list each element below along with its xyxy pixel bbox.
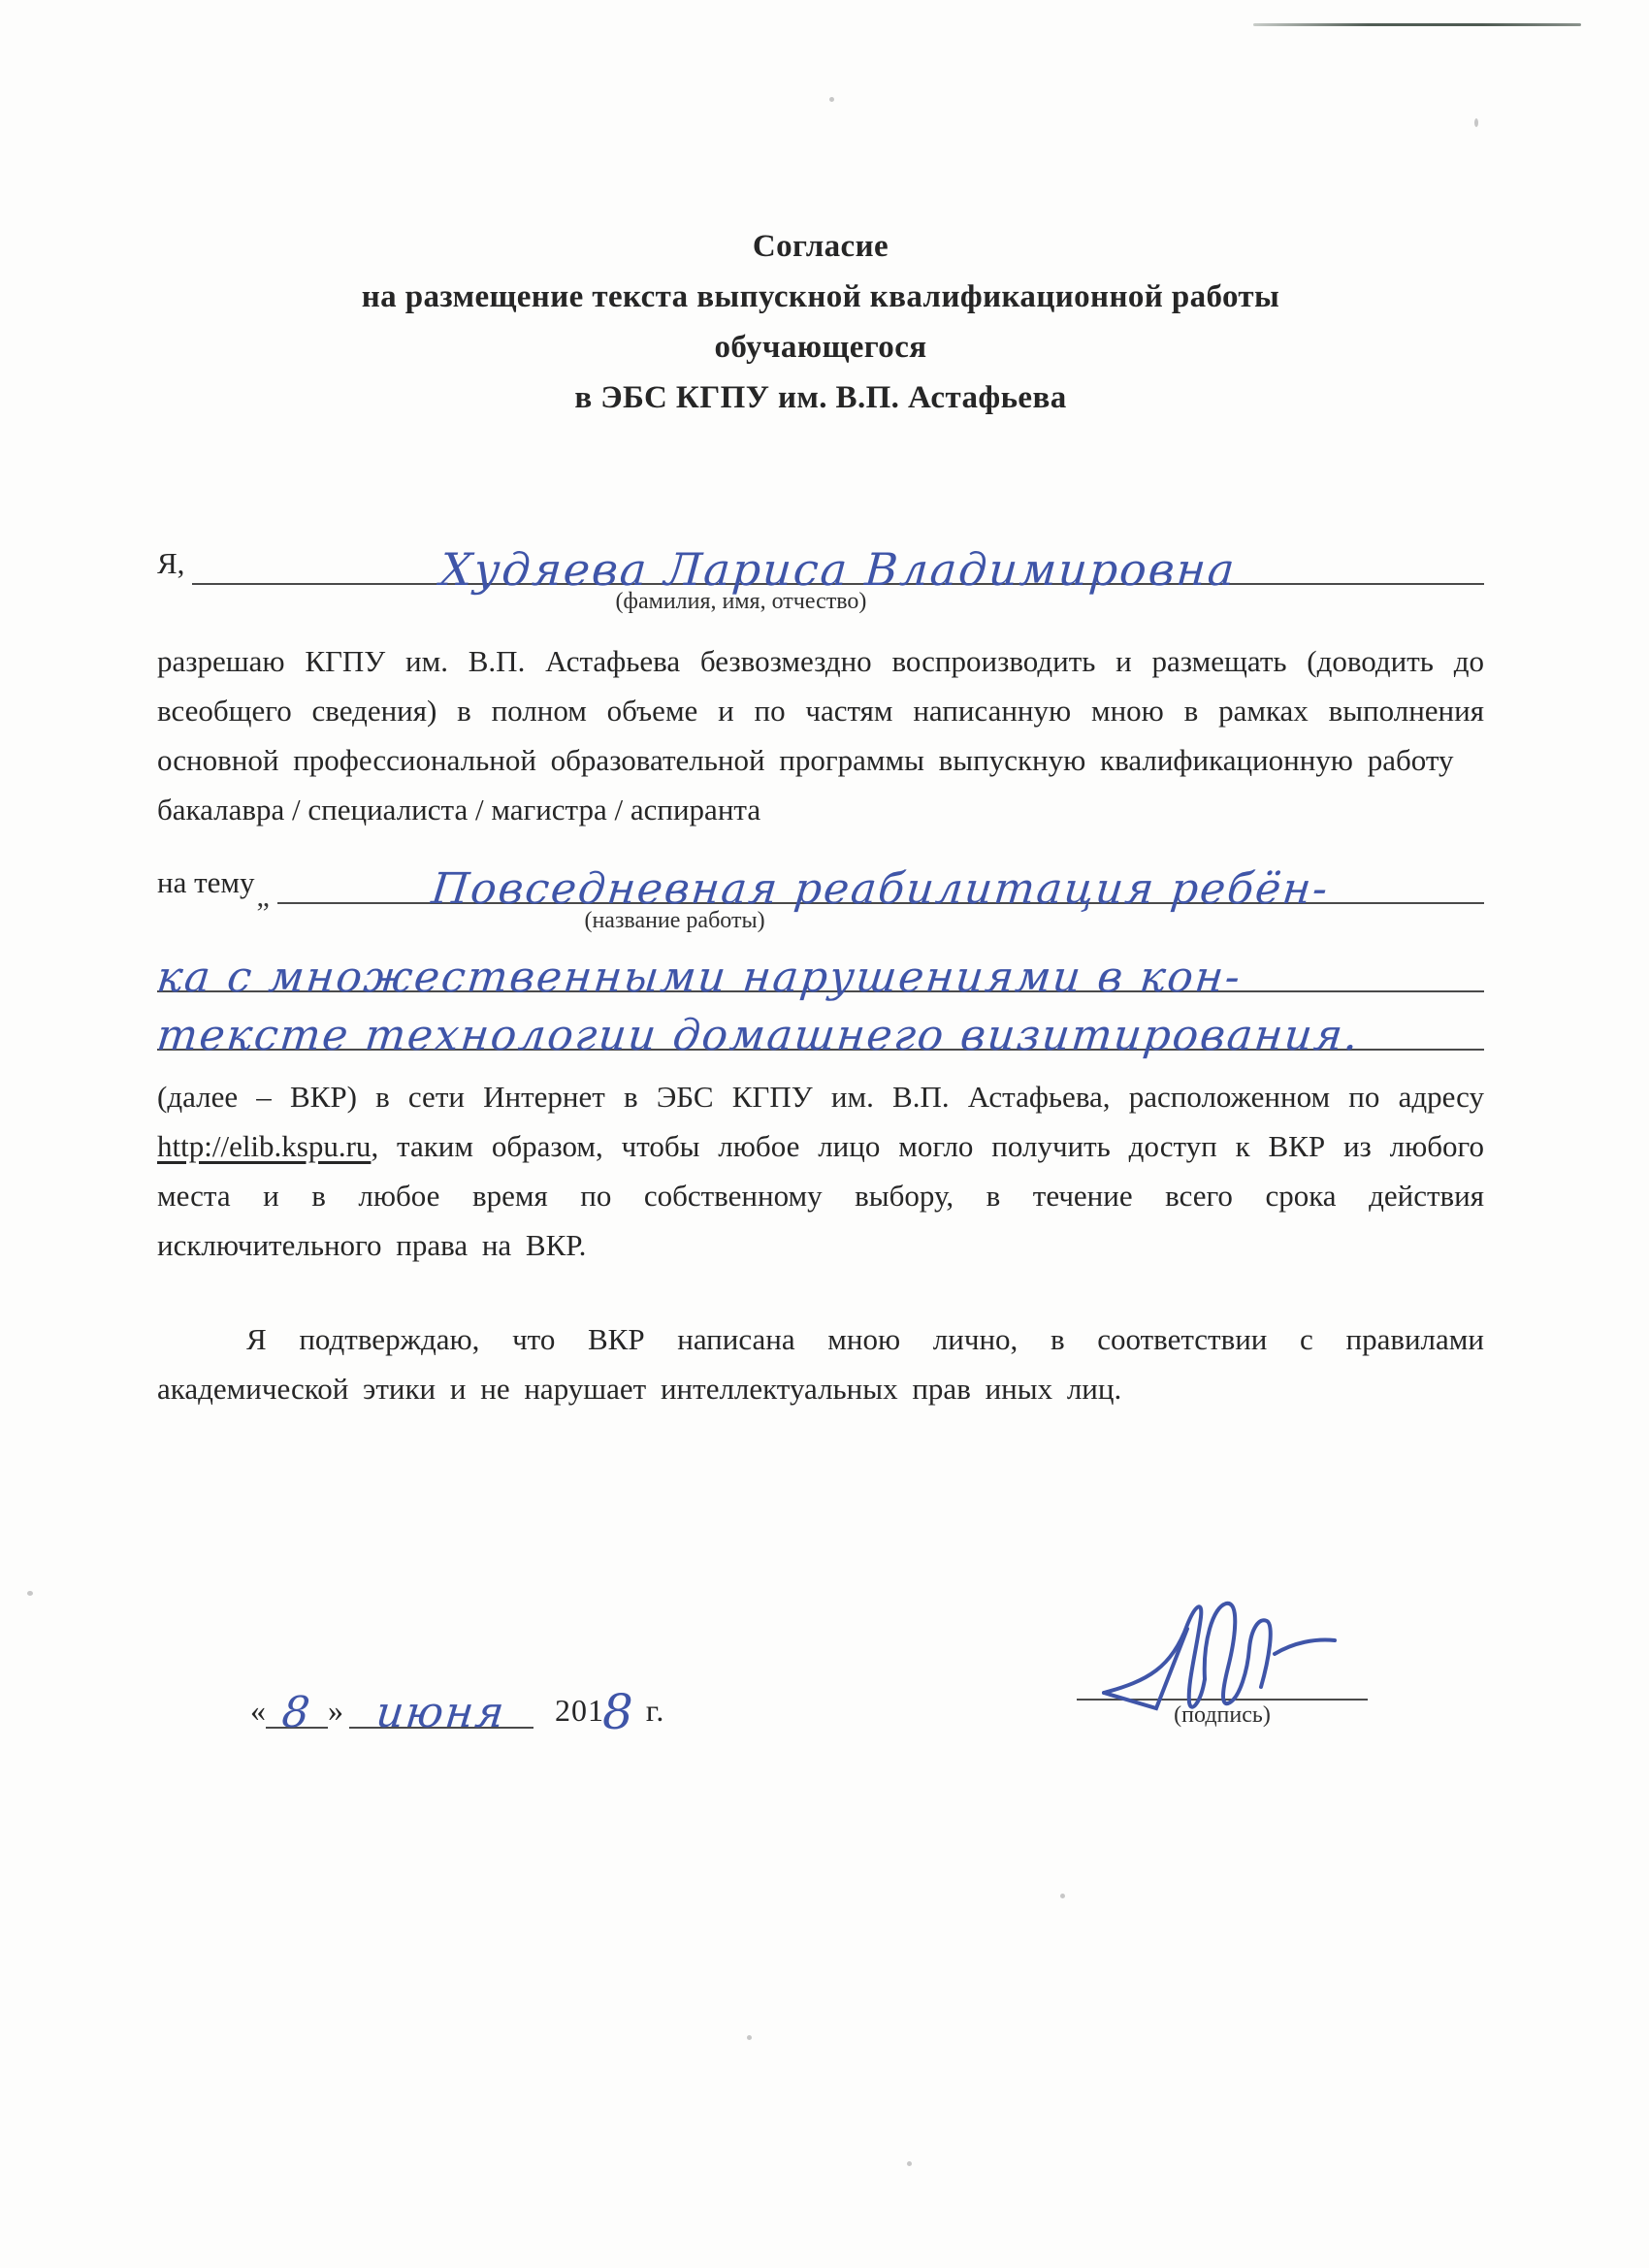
date-day-line	[266, 1684, 328, 1737]
handwritten-year-digit: 8	[602, 1684, 635, 1740]
name-field-row	[157, 537, 1484, 596]
topic-caption: (название работы)	[584, 908, 765, 933]
handwritten-topic-line-2: ка с множественными нарушениями в кон-	[154, 953, 1245, 1002]
date-month-line	[349, 1684, 534, 1737]
name-prefix-label: Я,	[157, 546, 185, 580]
date-open-quote: «	[250, 1693, 266, 1728]
title-line-3: обучающегося	[714, 330, 927, 365]
name-fill-line	[192, 537, 1484, 596]
date-close-quote: »	[328, 1693, 343, 1728]
year-printed-part: 201	[555, 1693, 604, 1728]
name-caption: (фамилия, имя, отчество)	[615, 589, 867, 614]
topic-fill-line-2	[154, 948, 1484, 1002]
title-line-4: в ЭБС КГПУ им. В.П. Астафьева	[574, 380, 1067, 415]
title-line-2: на размещение текста выпускной квалификационной работы	[361, 279, 1280, 314]
signature-caption: (подпись)	[1174, 1702, 1271, 1728]
vkr-paragraph	[157, 1072, 1484, 1270]
handwritten-topic-line-3: тексте технологии домашнего визитирования.	[154, 1011, 1363, 1060]
topic-fill-line-3	[154, 1006, 1484, 1060]
vkr-text-after-url: , таким образом, чтобы любое лицо могло получить доступ к ВКР из любого места и в любое время по собственному выбору, в течение всего срока действия исключительного права на ВКР.	[157, 1129, 1484, 1262]
handwritten-open-quote: „	[256, 881, 270, 913]
topic-fill-line-1	[277, 859, 1484, 914]
topic-field-row	[157, 859, 1484, 914]
scan-speck	[907, 2161, 912, 2166]
date-signature-row	[157, 1586, 1484, 1740]
degree-options-line: бакалавра / специалиста / магистра / аспиранта	[157, 793, 761, 826]
date-field	[250, 1680, 665, 1740]
scan-speck	[747, 2035, 752, 2040]
topic-label: на тему	[157, 865, 255, 899]
handwritten-day: 8	[279, 1688, 314, 1737]
scan-speck	[1060, 1894, 1065, 1898]
handwritten-topic-line-1: Повседневная реабилитация ребён-	[429, 864, 1333, 914]
title-line-1: Согласие	[752, 229, 889, 264]
signature-line	[1077, 1586, 1368, 1701]
year-suffix: г.	[645, 1693, 665, 1728]
permission-paragraph: разрешаю КГПУ им. В.П. Астафьева безвозмездно воспроизводить и размещать (доводить до всеобщего сведения) в полном объеме и по частям написанную мною в рамках выполнения основной профессиональной образовательной программы выпускную квалификационную работу	[157, 644, 1484, 777]
confirmation-paragraph: Я подтверждаю, что ВКР написана мною лично, в соответствии с правилами академической этики и не нарушает интеллектуальных прав иных лиц.	[157, 1322, 1484, 1406]
elib-url: http://elib.kspu.ru	[157, 1129, 372, 1163]
date-year	[555, 1680, 665, 1740]
handwritten-name: Худяева Лариса Владимировна	[438, 543, 1239, 596]
vkr-text-before-url: (далее – ВКР) в сети Интернет в ЭБС КГПУ им. В.П. Астафьева, расположенном по адресу	[157, 1080, 1484, 1114]
signature-field	[1077, 1586, 1368, 1729]
handwritten-month: июня	[373, 1688, 509, 1737]
handwritten-signature	[1094, 1578, 1346, 1724]
document-title	[157, 0, 1484, 423]
